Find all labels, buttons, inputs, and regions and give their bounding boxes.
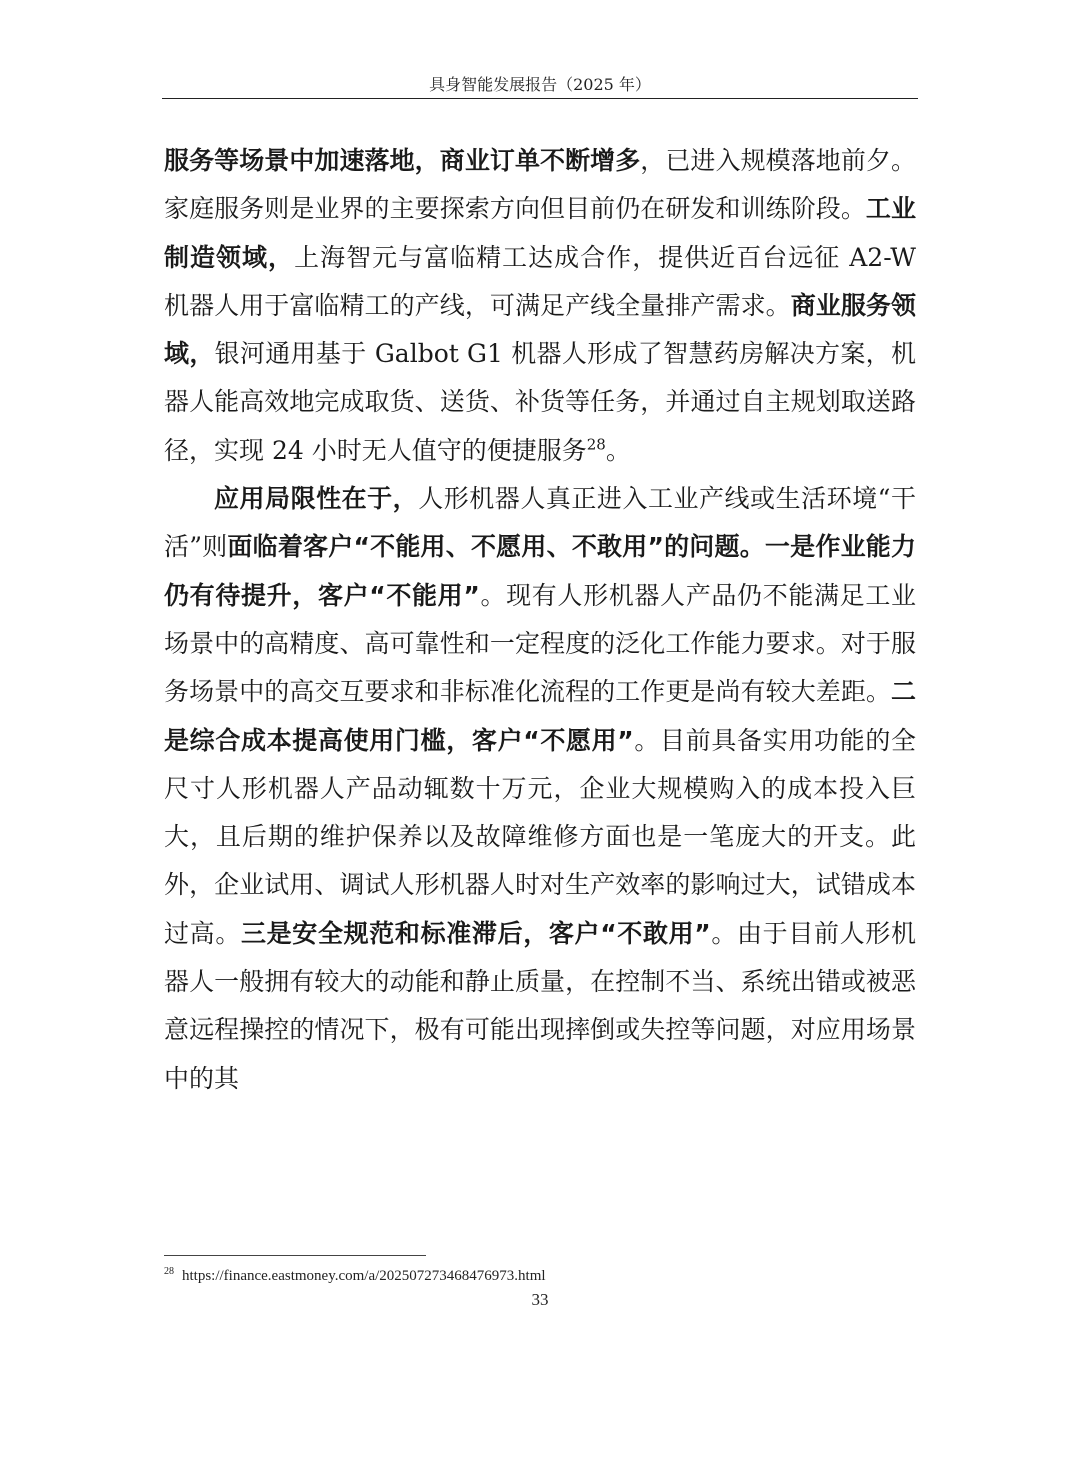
text-run: 。	[605, 435, 631, 465]
bold-phrase: 面临着客户“不能用、不愿用、不敢用”的问题。一是作业能力仍有待提升，客户“不能用”	[164, 532, 916, 610]
running-header: 具身智能发展报告（2025 年）	[429, 75, 651, 94]
page-number: 33	[531, 1290, 549, 1309]
bold-phrase: 工业制造领域，	[164, 194, 916, 272]
bold-phrase: 二是综合成本提高使用门槛，客户“不愿用”	[164, 677, 916, 755]
text-run: 。现有人形机器人产品仍不能满足工业场景中的高精度、高可靠性和一定程度的泛化工作能力要求。对于服务场景中的高交互要求和非标准化流程的工作更是尚有较大差距。	[164, 580, 916, 707]
text-run: ，已进入规模落地前夕。家庭服务则是业界的主要探索方向但目前仍在研发和训练阶段。	[164, 146, 916, 224]
bold-phrase: 商业服务领域，	[164, 290, 916, 369]
text-run: 人形机器人真正进入工业产线或生活环境“干活”则	[164, 484, 916, 562]
footnote	[164, 1266, 546, 1286]
footnote-rule	[164, 1255, 426, 1256]
text-run: 。目前具备实用功能的全尺寸人形机器人产品动辄数十万元，企业大规模购入的成本投入巨大，且后期的维护保养以及故障维修方面也是一笔庞大的开支。此外，企业试用、调试人形机器人时对生产效率的影响过大，试错成本过高。	[164, 725, 916, 948]
paragraph-2	[164, 475, 916, 1103]
paragraph-1	[164, 137, 916, 475]
header-rule	[162, 98, 918, 99]
text-run: 。由于目前人形机器人一般拥有较大的动能和静止质量，在控制不当、系统出错或被恶意远程操控的情况下，极有可能出现摔倒或失控等问题，对应用场景中的其	[164, 918, 916, 1093]
footnote-url: https://finance.eastmoney.com/a/202507273468476973.html	[182, 1268, 546, 1284]
footnote-reference: 28	[586, 435, 606, 454]
footnote-mark: 28	[164, 1266, 174, 1277]
bold-phrase: 服务等场景中加速落地，商业订单不断增多	[164, 146, 641, 175]
text-run: 银河通用基于 Galbot G1 机器人形成了智慧药房解决方案，机器人能高效地完成取货、送货、补货等任务，并通过自主规划取送路径，实现 24 小时无人值守的便捷服务	[164, 339, 916, 465]
body-text	[164, 137, 916, 1103]
text-run: 上海智元与富临精工达成合作，提供近百台远征 A2-W 机器人用于富临精工的产线，可满足产线全量排产需求。	[164, 242, 916, 320]
bold-phrase: 应用局限性在于，	[214, 484, 419, 514]
bold-phrase: 三是安全规范和标准滞后，客户“不敢用”	[240, 918, 711, 948]
